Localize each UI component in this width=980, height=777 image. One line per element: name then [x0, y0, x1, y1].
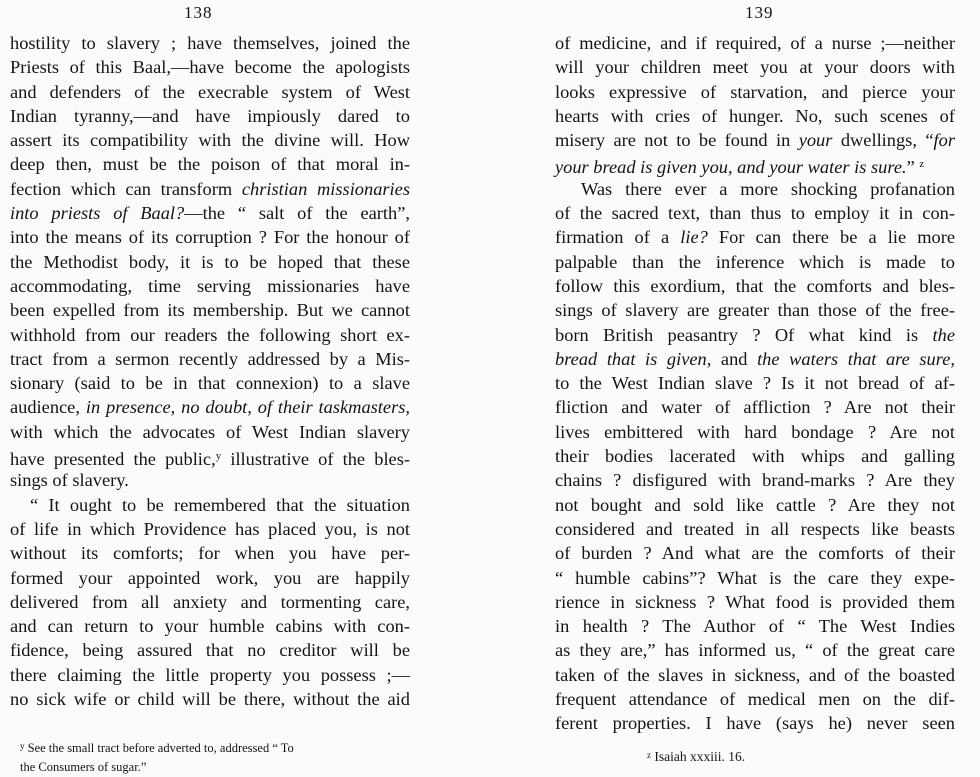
text-line	[555, 152, 955, 176]
page-body	[10, 31, 410, 711]
text-run: firmation of a	[555, 227, 670, 248]
page-number: 139	[745, 3, 774, 22]
text-line: withhold from our readers the following short ex-	[10, 324, 410, 345]
text-line: hearts with cries of hunger. No, such scenes of	[555, 105, 955, 126]
text-line	[555, 347, 955, 371]
text-line	[10, 444, 410, 468]
text-line	[555, 128, 955, 152]
text-line: Indian tyranny,—and have impiously dared to	[10, 105, 410, 126]
text-line: sings of slavery.	[10, 470, 129, 491]
text-line: sings of slavery are greater than those of the free-	[555, 300, 955, 321]
footnote	[647, 746, 745, 766]
text-line: of burden ? And what are the comforts of their	[555, 543, 955, 564]
italic-run: bread that is given,	[555, 348, 712, 369]
text-line: follow this exordium, that the comforts and bles-	[555, 275, 955, 296]
text-run: audience,	[10, 397, 80, 418]
text-line: in health ? The Author of “ The West Indies	[555, 616, 955, 637]
text-line: been expelled from its membership. But we cannot	[10, 300, 410, 321]
text-line: and defenders of the execrable system of West	[10, 81, 410, 102]
text-run: For can there be a lie more	[707, 227, 955, 248]
text-line	[555, 323, 955, 347]
italic-run: the waters that are sure,	[757, 348, 955, 369]
page-number: 138	[184, 3, 213, 22]
text-line: sionary (said to be in that connexion) to a slave	[10, 373, 410, 394]
text-line: assert its compatibility with the divine will. How	[10, 130, 410, 151]
text-line	[10, 395, 410, 419]
text-run: born British peasantry ? Of what kind is	[555, 324, 919, 345]
text-line	[555, 225, 955, 249]
footnote-marker: y	[215, 450, 222, 463]
text-line: will your children meet you at your doors with	[555, 57, 955, 78]
text-line: with which the advocates of West Indian slavery	[10, 421, 410, 442]
text-line: taken of the slaves in sickness, and of the boasted	[555, 664, 955, 685]
text-line: delivered from all anxiety and tormenting care,	[10, 591, 410, 612]
text-line: rience in sickness ? What food is provided them	[555, 591, 955, 612]
text-run: dwellings, “	[832, 130, 934, 151]
footnote-marker: z	[919, 158, 925, 171]
italic-run: your bread is given you, and your water is sure.	[555, 157, 907, 178]
text-line: frequent attendance of medical men on the dif-	[555, 689, 955, 710]
text-line: considered and treated in all respects like beasts	[555, 518, 955, 539]
text-line: “ It ought to be remembered that the situation	[30, 494, 410, 515]
text-line	[10, 201, 410, 225]
italic-run: in presence, no doubt, of their taskmasters,	[85, 397, 410, 418]
text-line: there claiming the little property you possess ;—	[10, 664, 410, 685]
text-line: lives embittered with hard bondage ? Are not	[555, 421, 955, 442]
text-line: of life in which Providence has placed you, is not	[10, 518, 410, 539]
italic-run: lie?	[680, 227, 708, 248]
text-line: and can return to your humble cabins with con-	[10, 616, 410, 637]
text-line	[10, 177, 410, 201]
text-run: have presented the public,	[10, 449, 216, 470]
italic-run: your	[798, 130, 833, 151]
footnote-marker: z	[647, 750, 651, 760]
text-line: to the West Indian slave ? Is it not bread of af-	[555, 373, 955, 394]
text-line: not bought and sold like cattle ? Are they not	[555, 494, 955, 515]
text-line: into the means of its corruption ? For the honour of	[10, 227, 410, 248]
footnote-line	[20, 737, 294, 758]
footnote-text: See the small tract before adverted to, addressed “ To	[24, 741, 294, 755]
text-line: as they are,” has informed us, “ of the great care	[555, 640, 955, 661]
text-run: fection which can transform	[10, 178, 233, 199]
footnote	[20, 737, 294, 777]
text-run: —the “ salt of the earth”,	[184, 203, 410, 224]
text-line: hostility to slavery ; have themselves, joined the	[10, 33, 410, 53]
text-line: accommodating, time serving missionaries have	[10, 275, 410, 296]
text-line: no sick wife or child will be there, without the aid	[10, 689, 410, 710]
text-run: and	[711, 348, 758, 369]
text-line: tract from a sermon recently addressed by a Mis-	[10, 348, 410, 369]
text-line: chains ? disfigured with brand-marks ? Are they	[555, 470, 955, 491]
footnote-text: Isaiah xxxiii. 16.	[651, 749, 746, 764]
text-line: fidence, being assured that no creditor will be	[10, 640, 410, 661]
text-line: fliction and water of affliction ? Are not their	[555, 397, 955, 418]
text-line: looks expressive of starvation, and pierce your	[555, 81, 955, 102]
italic-run: the	[932, 324, 955, 345]
text-line: of the sacred text, than thus to employ it in con-	[555, 203, 955, 224]
footnote-line: the Consumers of sugar.”	[20, 760, 147, 774]
text-line: Priests of this Baal,—have become the apologists	[10, 57, 410, 78]
footnote-marker: y	[20, 741, 25, 751]
text-line: the Methodist body, it is to be hoped that these	[10, 251, 410, 272]
text-line: formed your appointed work, you are happily	[10, 567, 410, 588]
text-line: Was there ever a more shocking profanation	[581, 178, 955, 199]
text-line: of medicine, and if required, of a nurse ;—neither	[555, 33, 955, 53]
italic-run: christian missionaries	[241, 178, 410, 199]
text-line: palpable than the inference which is made to	[555, 251, 955, 272]
text-line: deep then, must be the poison of that moral in-	[10, 154, 410, 175]
italic-run: for	[933, 130, 955, 151]
italic-run: into priests of Baal?	[10, 203, 185, 224]
text-run: illustrative of the bles-	[221, 449, 410, 470]
page-body	[555, 31, 955, 736]
text-line: without its comforts; for when you have per-	[10, 543, 410, 564]
text-run: misery are not to be found in	[555, 130, 791, 151]
text-line: ferent properties. I have (says he) never seen	[555, 713, 955, 734]
text-line: “ humble cabins”? What is the care they expe-	[555, 567, 955, 588]
text-run: ”	[906, 157, 915, 178]
right-page	[490, 0, 980, 771]
text-line: their bodies lacerated with whips and galling	[555, 446, 955, 467]
left-page	[0, 0, 490, 774]
